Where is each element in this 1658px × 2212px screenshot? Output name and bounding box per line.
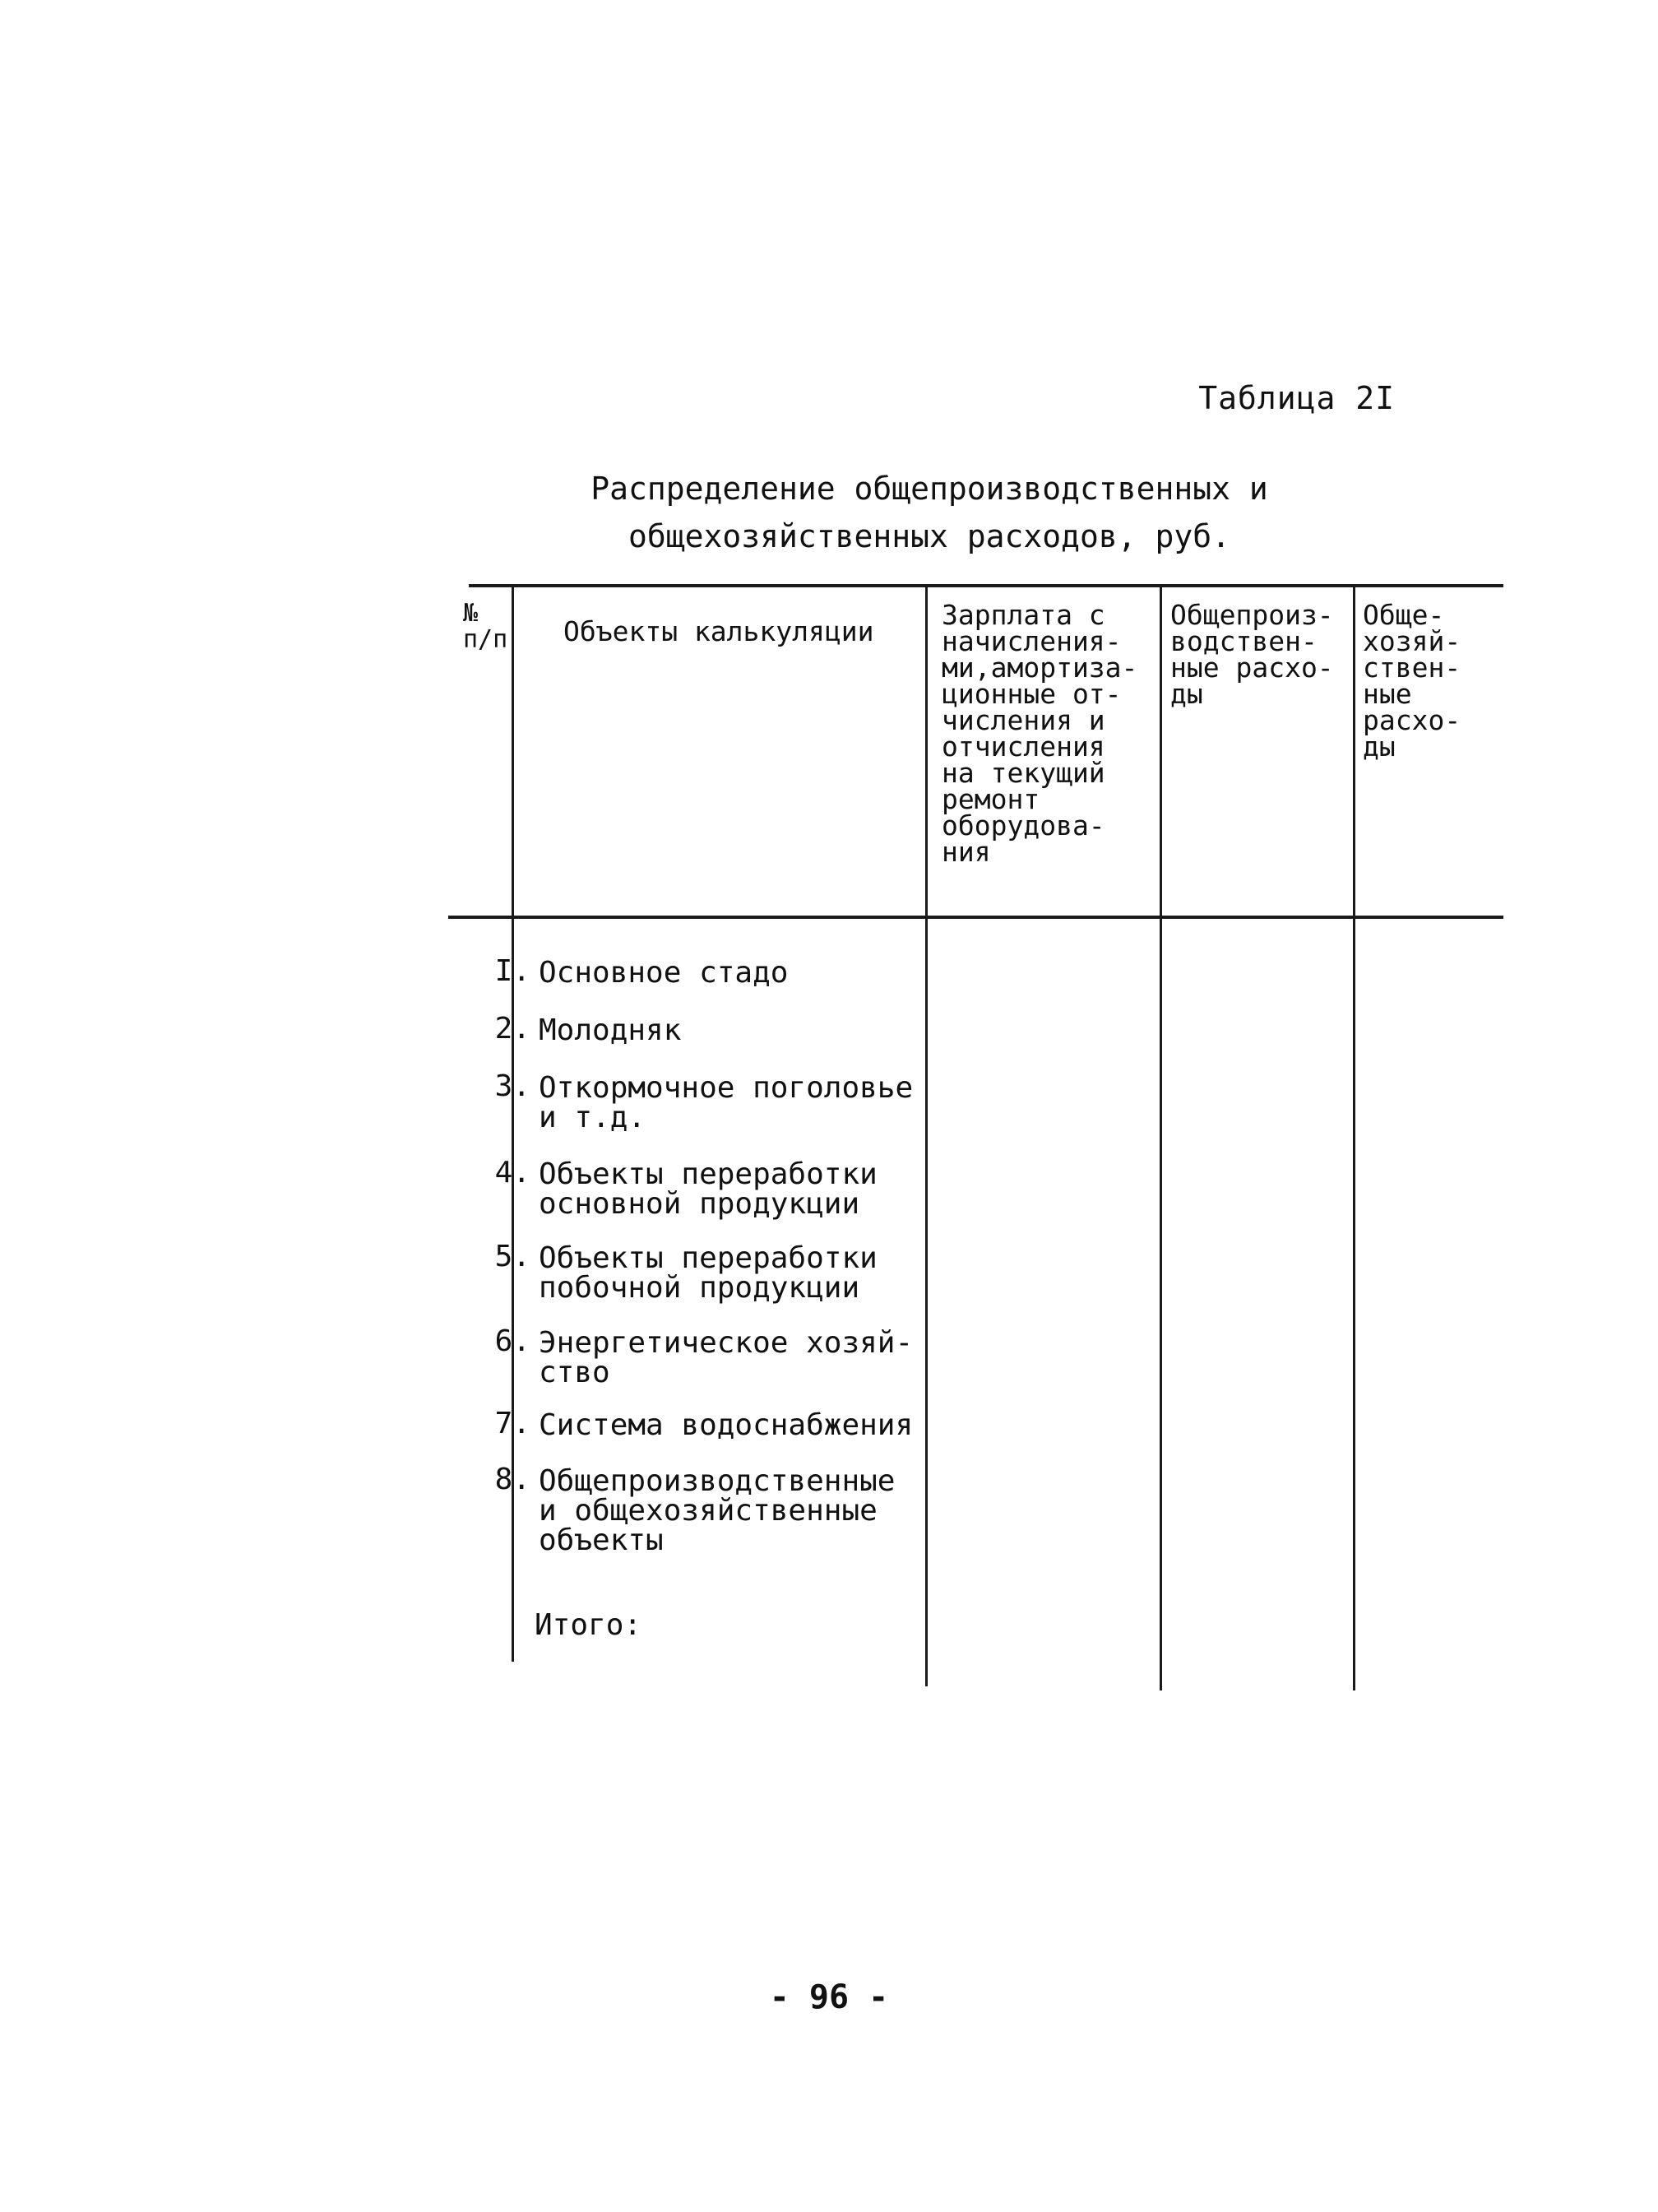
row-number: 3. bbox=[494, 1069, 530, 1103]
table-title bbox=[576, 465, 1283, 560]
row-number: 7. bbox=[494, 1407, 530, 1440]
table-title-line-1: Распределение общепроизводственных и bbox=[590, 471, 1268, 507]
column-divider-2 bbox=[925, 584, 928, 1686]
row-number: 2. bbox=[494, 1012, 530, 1046]
header-cell-general-costs: Обще- хозяй- ствен- ные расхо- ды bbox=[1363, 599, 1461, 763]
row-number: 5. bbox=[494, 1240, 530, 1273]
table-header-bottom-rule bbox=[448, 916, 1503, 919]
row-object-name: Общепроизводственные и общехозяйственные объекты bbox=[539, 1464, 896, 1557]
column-divider-3 bbox=[1160, 584, 1162, 1690]
row-object-name: Объекты переработки побочной продукции bbox=[539, 1241, 878, 1305]
column-divider-4 bbox=[1353, 584, 1355, 1690]
row-number: 4. bbox=[494, 1156, 530, 1189]
row-object-name: Откормочное поголовье и т.д. bbox=[539, 1071, 914, 1134]
row-number: I. bbox=[494, 954, 530, 988]
row-number: 8. bbox=[494, 1463, 530, 1496]
row-number: 6. bbox=[494, 1324, 530, 1358]
table-label: Таблица 2I bbox=[1198, 380, 1395, 416]
row-object-name: Система водоснабжения bbox=[539, 1408, 914, 1442]
header-cell-salary: Зарплата с начисления- ми,амортиза- ционные от- числения и отчисления на текущий ремонт оборудова- ния bbox=[942, 599, 1138, 868]
cost-distribution-table bbox=[448, 584, 1505, 1703]
row-object-name: Молодняк bbox=[539, 1013, 682, 1047]
total-row-label: Итого: bbox=[535, 1608, 642, 1642]
header-cell-production-costs: Общепроиз- водствен- ные расхо- ды bbox=[1170, 599, 1334, 710]
column-divider-1 bbox=[512, 584, 514, 1662]
header-cell-object: Объекты калькуляции bbox=[563, 615, 874, 647]
row-object-name: Основное стадо bbox=[539, 956, 789, 990]
table-top-rule bbox=[469, 584, 1503, 587]
row-object-name: Энергетическое хозяй- ство bbox=[539, 1326, 914, 1389]
page-number: - 96 - bbox=[769, 1978, 889, 2016]
header-cell-number: № п/п bbox=[463, 599, 508, 654]
table-title-line-2: общехозяйственных расходов, руб. bbox=[628, 518, 1231, 554]
row-object-name: Объекты переработки основной продукции bbox=[539, 1157, 878, 1221]
